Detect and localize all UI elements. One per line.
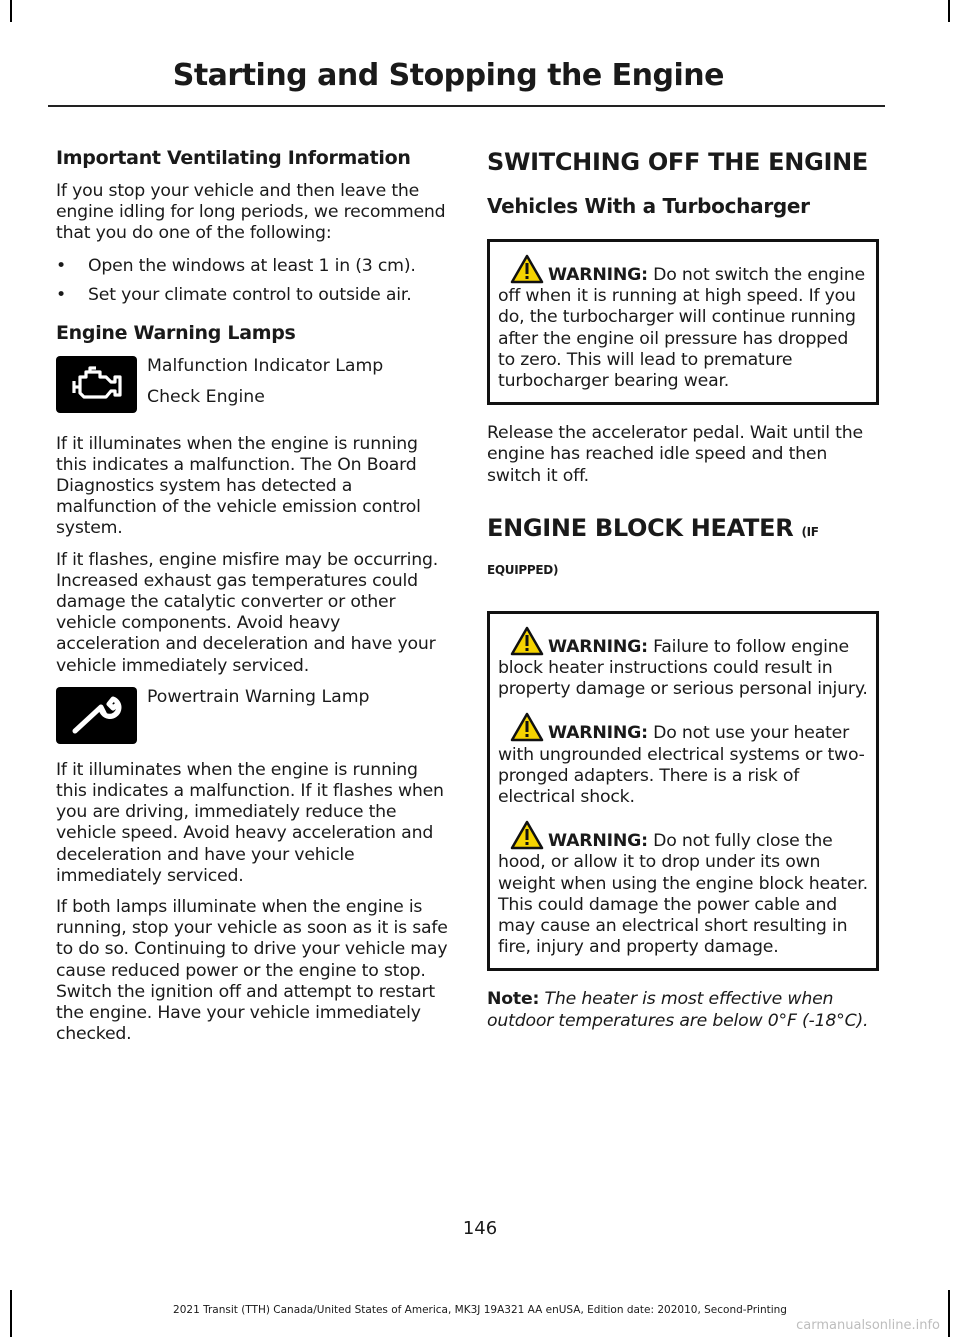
crop-mark [10,0,12,22]
warning-item: WARNING: Do not use your heater with ungrounded electrical systems or two-pronged adapters. There is a risk of electrical shock. [498,712,868,808]
warning-item: WARNING: Do not fully close the hood, or allow it to drop under its own weight when using the engine block heater. This could damage the power cable and may cause an electrical short resulting in fire, injury and property damage. [498,820,868,958]
warning-icon [510,820,544,850]
mil-lamp [56,356,448,418]
mil-label: Malfunction Indicator Lamp [147,355,384,376]
warning-item: WARNING: Do not switch the engine off when it is running at high speed. If you do, the turbocharger will continue running after the engine oil pressure has dropped to zero. This will lead to premature turbocharger bearing wear. [498,254,868,392]
watermark: carmanualsonline.info [796,1318,940,1333]
turbo-heading: Vehicles With a Turbocharger [487,194,810,218]
list-item: • Open the windows at least 1 in (3 cm). [56,255,416,276]
wrench-icon [56,687,137,744]
header-divider [48,105,885,107]
block-heater-heading: ENGINE BLOCK HEATER (IF EQUIPPED) [487,513,819,577]
warning-box [487,239,879,405]
warning-icon [510,626,544,656]
warning-icon [510,254,544,284]
ventilating-intro: If you stop your vehicle and then leave the engine idling for long periods, we recommend that you do one of the following: [56,181,446,244]
paragraph: Release the accelerator pedal. Wait until the engine has reached idle speed and then switch it off. [487,423,863,486]
left-column [56,145,448,1055]
crop-mark [948,0,950,22]
warning-item: WARNING: Failure to follow engine block heater instructions could result in property damage or serious personal injury. [498,626,868,701]
paragraph: If it illuminates when the engine is running this indicates a malfunction. If it flashes when you are driving, immediately reduce the vehicle speed. Avoid heavy acceleration and deceleration and have your vehicle immediately serviced. [56,759,444,886]
lamps-heading: Engine Warning Lamps [56,321,296,344]
right-column [487,145,879,1042]
switching-heading: SWITCHING OFF THE ENGINE [487,148,868,176]
engine-icon [56,356,137,413]
warning-box [487,611,879,972]
paragraph: If it illuminates when the engine is running this indicates a malfunction. The On Board Diagnostics system has detected a malfunction of the vehicle emission control system. [56,433,421,539]
powertrain-label: Powertrain Warning Lamp [147,686,370,707]
list-item: • Set your climate control to outside air. [56,284,412,305]
edition-footer: 2021 Transit (TTH) Canada/United States of America, MK3J 19A321 AA enUSA, Edition date: 202010, Second-Printing [173,1304,787,1316]
check-engine-label: Check Engine [147,386,265,407]
paragraph: If it flashes, engine misfire may be occurring. Increased exhaust gas temperatures could damage the catalytic converter or other vehicle components. Avoid heavy acceleration and deceleration and have your vehicle immediately serviced. [56,549,439,676]
powertrain-lamp [56,687,448,744]
warning-icon [510,712,544,742]
paragraph: If both lamps illuminate when the engine is running, stop your vehicle as soon as it is safe to do so. Continuing to drive your vehicle may cause reduced power or the engine to stop. Switch the ignition off and attempt to restart the engine. Have your vehicle immediately checked. [56,897,448,1045]
ventilating-heading: Important Ventilating Information [56,147,411,169]
page-title: Starting and Stopping the Engine [172,58,724,93]
note: Note: The heater is most effective when outdoor temperatures are below 0°F (-18°C). [487,989,869,1031]
page-number: 146 [462,1218,498,1239]
